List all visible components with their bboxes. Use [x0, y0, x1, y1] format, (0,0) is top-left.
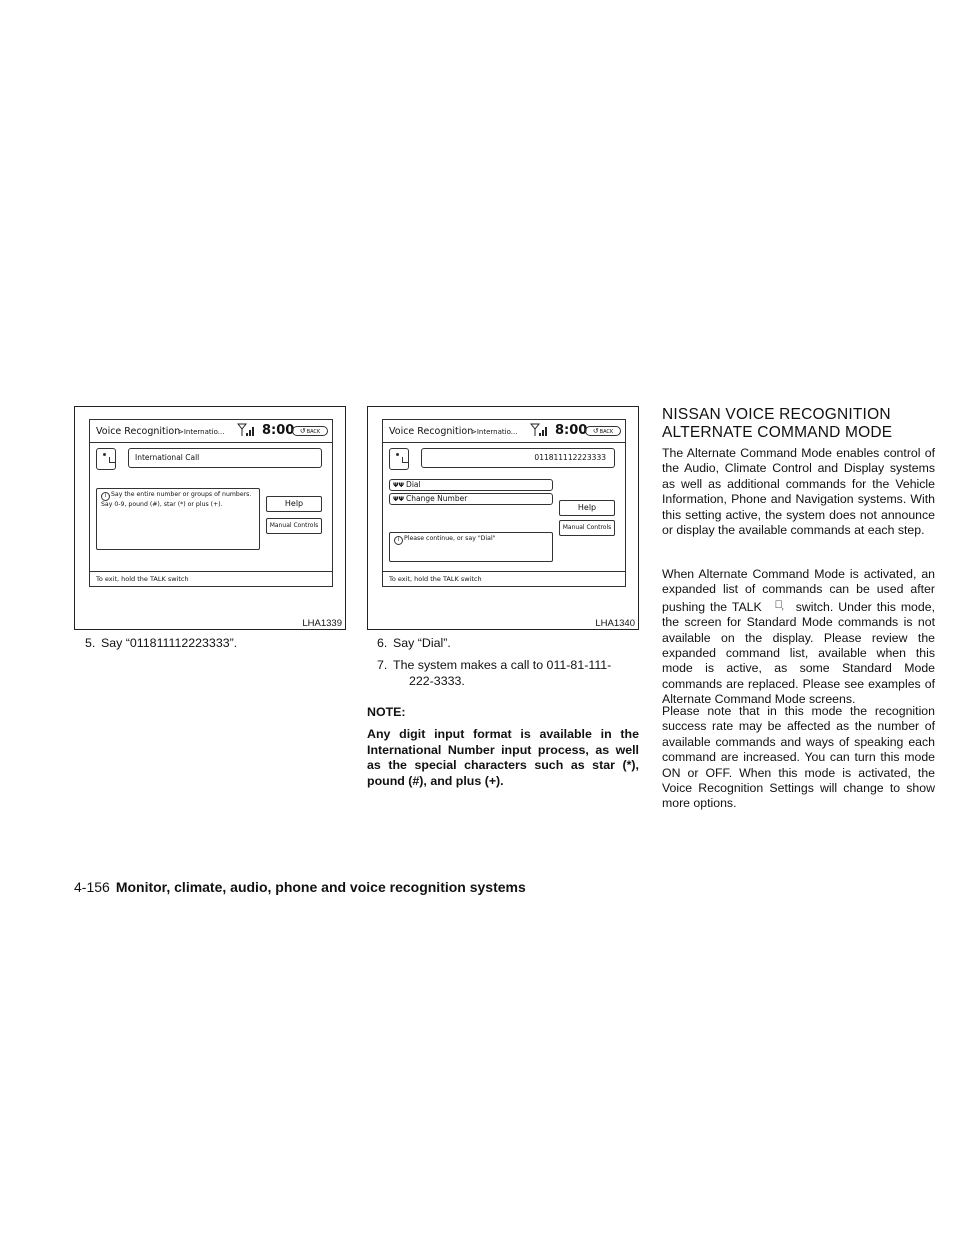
international-call-field[interactable]: International Call: [128, 448, 322, 468]
signal-icon: [237, 423, 257, 437]
help-button[interactable]: Help: [559, 500, 615, 516]
screen-breadcrumb: >Internatio...: [471, 428, 518, 436]
back-button[interactable]: ↺BACK: [585, 426, 621, 436]
clock-time: 8:00: [555, 423, 588, 438]
paragraph-3: Please note that in this mode the recognition success rate may be affected as the number of available commands and ways of speaking each command are increased. You can turn this mode ON or OFF. When this mode is activated, the Voice Recognition Settings will change to show more options.: [662, 704, 935, 811]
figure-code: LHA1339: [302, 618, 342, 629]
figure-lha1339: [74, 406, 346, 630]
section-title: NISSAN VOICE RECOGNITION ALTERNATE COMMAND MODE: [662, 406, 893, 441]
back-arrow-icon: ↺: [299, 427, 306, 435]
paragraph-1: The Alternate Command Mode enables control of the Audio, Climate Control and Display systems as well as additional commands for the Vehicle Information, Phone and Navigation systems. With this setting active, the system does not announce or display the available commands at each step.: [662, 446, 935, 538]
talk-switch-icon: ✓᷊: [774, 598, 783, 611]
clock-time: 8:00: [262, 423, 295, 438]
step-6: 6. Say “Dial”.: [377, 636, 451, 650]
help-button[interactable]: Help: [266, 496, 322, 512]
signal-icon: [530, 423, 550, 437]
back-arrow-icon: ↺: [592, 427, 599, 435]
page-footer: [74, 879, 526, 895]
voice-command-icon: ΨΨ: [393, 481, 405, 489]
screen-title: Voice Recognition: [389, 426, 474, 437]
figure-lha1340: [367, 406, 639, 630]
info-icon: i: [394, 536, 403, 545]
screen-header: [383, 420, 625, 443]
page-number: 4-156: [74, 879, 110, 895]
speaker-icon: [389, 448, 409, 470]
speaker-icon: [96, 448, 116, 470]
info-box: i Please continue, or say "Dial": [389, 532, 553, 562]
figure-code: LHA1340: [595, 618, 635, 629]
voice-recognition-screen: [382, 419, 626, 587]
screen-footer: To exit, hold the TALK switch: [383, 571, 625, 586]
info-box: i Say the entire number or groups of numbers. Say 0-9, pound (#), star (*) or plus (+).: [96, 488, 260, 550]
info-icon: i: [101, 492, 110, 501]
step-7: 7. The system makes a call to 011-81-111- 222-3333.: [377, 658, 612, 688]
chapter-title: Monitor, climate, audio, phone and voice recognition systems: [115, 879, 526, 895]
command-dial[interactable]: ΨΨ Dial: [389, 479, 553, 491]
paragraph-2: When Alternate Command Mode is activated, an expanded list of commands can be used after pushing the TALK ✓᷊ switch. Under this mode, the screen for Standard Mode commands is not available on the display. Please review the expanded command list, available when this mode is active, as some Standard Mode commands are replaced. Please see examples of Alternate Command Mode screens.: [662, 567, 935, 707]
screen-breadcrumb: >Internatio...: [178, 428, 225, 436]
step-5: 5. Say “011811112223333”.: [85, 636, 238, 650]
number-field[interactable]: 011811112223333: [421, 448, 615, 468]
manual-controls-button[interactable]: Manual Controls: [266, 518, 322, 534]
screen-header: [90, 420, 332, 443]
manual-controls-button[interactable]: Manual Controls: [559, 520, 615, 536]
note-heading: NOTE:: [367, 705, 406, 719]
screen-footer: To exit, hold the TALK switch: [90, 571, 332, 586]
voice-command-icon: ΨΨ: [393, 495, 405, 503]
voice-recognition-screen: [89, 419, 333, 587]
screen-title: Voice Recognition: [96, 426, 181, 437]
back-button[interactable]: ↺BACK: [292, 426, 328, 436]
command-change-number[interactable]: ΨΨ Change Number: [389, 493, 553, 505]
note-body: Any digit input format is available in the International Number input process, as well as the special characters such as star (*), pound (#), and plus (+).: [367, 727, 639, 788]
